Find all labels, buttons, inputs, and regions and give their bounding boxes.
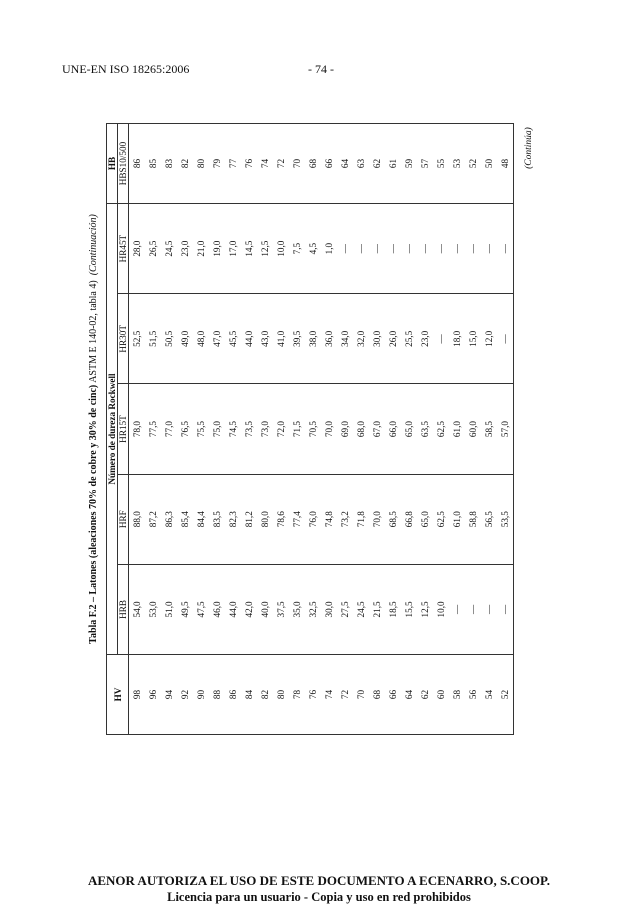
- table-cell: 46,0: [209, 564, 225, 654]
- table-cell: 43,0: [257, 294, 273, 384]
- table-cell: 78,6: [273, 474, 289, 564]
- table-row: [257, 124, 273, 735]
- table-cell: 21,5: [369, 564, 385, 654]
- table-row: [465, 124, 481, 735]
- caption-title: Tabla F.2 – Latones (aleaciones 70% de cobre y 30% de cinc): [88, 384, 99, 644]
- table-cell: 54,0: [129, 564, 146, 654]
- table-cell: —: [337, 204, 353, 294]
- table-cell: 83,5: [209, 474, 225, 564]
- table-cell: 66: [321, 124, 337, 204]
- table-cell: 23,0: [417, 294, 433, 384]
- table-cell: 54: [481, 655, 497, 735]
- table-cell: 86,3: [161, 474, 177, 564]
- table-cell: 74: [321, 655, 337, 735]
- table-cell: 82: [177, 124, 193, 204]
- table-cell: 65,0: [401, 384, 417, 474]
- table-cell: 66,0: [385, 384, 401, 474]
- table-cell: 55: [433, 124, 449, 204]
- table-cell: 32,5: [305, 564, 321, 654]
- table-cell: 56,5: [481, 474, 497, 564]
- table-cell: 18,0: [449, 294, 465, 384]
- table-cell: —: [433, 204, 449, 294]
- table-cell: —: [481, 564, 497, 654]
- standard-code: UNE-EN ISO 18265:2006: [62, 62, 190, 76]
- table-cell: 32,0: [353, 294, 369, 384]
- table-cell: 52: [465, 124, 481, 204]
- table-cell: 82,3: [225, 474, 241, 564]
- table-cell: 24,5: [353, 564, 369, 654]
- table-cell: 39,5: [289, 294, 305, 384]
- table-cell: 15,0: [465, 294, 481, 384]
- table-cell: 90: [193, 655, 209, 735]
- table-cell: —: [497, 294, 514, 384]
- table-row: [273, 124, 289, 735]
- table-cell: 12,5: [417, 564, 433, 654]
- table-cell: 74: [257, 124, 273, 204]
- header-hrb: HRB: [118, 564, 129, 654]
- table-cell: —: [433, 294, 449, 384]
- table-cell: 76,5: [177, 384, 193, 474]
- table-cell: 25,5: [401, 294, 417, 384]
- table-cell: 10,0: [273, 204, 289, 294]
- table-cell: 68,0: [353, 384, 369, 474]
- table-cell: —: [449, 204, 465, 294]
- table-cell: 14,5: [241, 204, 257, 294]
- table-cell: 75,0: [209, 384, 225, 474]
- table-cell: —: [465, 204, 481, 294]
- table-cell: —: [481, 204, 497, 294]
- table-cell: 68: [305, 124, 321, 204]
- table-cell: 77,5: [145, 384, 161, 474]
- table-cell: —: [449, 564, 465, 654]
- table-cell: 18,5: [385, 564, 401, 654]
- table-cell: 59: [401, 124, 417, 204]
- table-cell: 82: [257, 655, 273, 735]
- table-cell: 35,0: [289, 564, 305, 654]
- table-row: [161, 124, 177, 735]
- table-cell: 51,5: [145, 294, 161, 384]
- header-hb: HB: [107, 124, 118, 204]
- table-row: [241, 124, 257, 735]
- table-cell: 64: [401, 655, 417, 735]
- table-cell: 76: [305, 655, 321, 735]
- table-cell: 75,5: [193, 384, 209, 474]
- table-cell: 70: [289, 124, 305, 204]
- table-cell: 36,0: [321, 294, 337, 384]
- table-row: [289, 124, 305, 735]
- table-cell: 70: [353, 655, 369, 735]
- table-cell: —: [369, 204, 385, 294]
- table-row: [353, 124, 369, 735]
- table-cell: —: [497, 564, 514, 654]
- table-cell: 51,0: [161, 564, 177, 654]
- table-cell: 37,5: [273, 564, 289, 654]
- table-cell: 66,8: [401, 474, 417, 564]
- table-cell: 61: [385, 124, 401, 204]
- table-cell: 28,0: [129, 204, 146, 294]
- table-cell: 78,0: [129, 384, 146, 474]
- table-cell: 21,0: [193, 204, 209, 294]
- table-cell: 73,5: [241, 384, 257, 474]
- table-row: [145, 124, 161, 735]
- table-cell: 56: [465, 655, 481, 735]
- table-cell: 77,4: [289, 474, 305, 564]
- table-cell: —: [401, 204, 417, 294]
- table-cell: 49,5: [177, 564, 193, 654]
- table-cell: 80: [193, 124, 209, 204]
- table-cell: 72,0: [273, 384, 289, 474]
- header-hr45t: HR45T: [118, 204, 129, 294]
- table-cell: —: [385, 204, 401, 294]
- table-cell: —: [353, 204, 369, 294]
- license-notice: AENOR AUTORIZA EL USO DE ESTE DOCUMENTO A ECENARRO, S.COOP.: [87, 873, 551, 888]
- table-cell: 30,0: [369, 294, 385, 384]
- table-cell: 19,0: [209, 204, 225, 294]
- table-cell: 86: [225, 655, 241, 735]
- table-cell: 40,0: [257, 564, 273, 654]
- caption-continuation: (Continuación): [88, 214, 99, 276]
- table-cell: 50,5: [161, 294, 177, 384]
- continua-note: [522, 128, 536, 168]
- table-cell: 78: [289, 655, 305, 735]
- table-cell: 24,5: [161, 204, 177, 294]
- table-cell: 44,0: [225, 564, 241, 654]
- table-cell: 80,0: [257, 474, 273, 564]
- table-cell: 96: [145, 655, 161, 735]
- table-cell: 45,5: [225, 294, 241, 384]
- table-cell: 60,0: [465, 384, 481, 474]
- table-row: [497, 124, 514, 735]
- table-cell: 77: [225, 124, 241, 204]
- table-cell: 84,4: [193, 474, 209, 564]
- table-cell: 1,0: [321, 204, 337, 294]
- table-row: [417, 124, 433, 735]
- table-cell: 67,0: [369, 384, 385, 474]
- table-cell: 58,5: [481, 384, 497, 474]
- table-cell: 52: [497, 655, 514, 735]
- table-row: [337, 124, 353, 735]
- table-caption: [86, 123, 102, 735]
- table-cell: 61,0: [449, 384, 465, 474]
- header-hr30t: HR30T: [118, 294, 129, 384]
- table-cell: 74,5: [225, 384, 241, 474]
- table-cell: 70,5: [305, 384, 321, 474]
- rotated-table-block: [86, 123, 514, 735]
- table-cell: 41,0: [273, 294, 289, 384]
- table-cell: 72: [337, 655, 353, 735]
- table-cell: 42,0: [241, 564, 257, 654]
- table-cell: 60: [433, 655, 449, 735]
- table-cell: 77,0: [161, 384, 177, 474]
- table-row: [305, 124, 321, 735]
- table-cell: 64: [337, 124, 353, 204]
- table-cell: 61,0: [449, 474, 465, 564]
- table-cell: 30,0: [321, 564, 337, 654]
- table-cell: 79: [209, 124, 225, 204]
- table-body: [129, 124, 514, 735]
- table-cell: 26,0: [385, 294, 401, 384]
- header-rockwell-group: Número de dureza Rockwell: [107, 204, 118, 655]
- header-hrf: HRF: [118, 474, 129, 564]
- table-cell: 12,0: [481, 294, 497, 384]
- table-cell: —: [465, 564, 481, 654]
- table-cell: 86: [129, 124, 146, 204]
- table-cell: 15,5: [401, 564, 417, 654]
- continua-text: (Continúa): [524, 127, 534, 169]
- table-cell: 57: [417, 124, 433, 204]
- table-cell: 58: [449, 655, 465, 735]
- table-cell: 48,0: [193, 294, 209, 384]
- table-cell: 68: [369, 655, 385, 735]
- table-cell: 27,5: [337, 564, 353, 654]
- table-cell: 12,5: [257, 204, 273, 294]
- table-cell: 71,5: [289, 384, 305, 474]
- table-cell: 23,0: [177, 204, 193, 294]
- table-cell: 71,8: [353, 474, 369, 564]
- table-row: [177, 124, 193, 735]
- table-cell: 57,0: [497, 384, 514, 474]
- table-row: [225, 124, 241, 735]
- table-cell: 69,0: [337, 384, 353, 474]
- table-row: [129, 124, 146, 735]
- header-hbs: HBS10/500: [118, 124, 129, 204]
- table-cell: 47,5: [193, 564, 209, 654]
- table-cell: 88: [209, 655, 225, 735]
- table-cell: 72: [273, 124, 289, 204]
- table-cell: 34,0: [337, 294, 353, 384]
- table-cell: 53: [449, 124, 465, 204]
- table-cell: 81,2: [241, 474, 257, 564]
- table-cell: 92: [177, 655, 193, 735]
- table-cell: 76: [241, 124, 257, 204]
- table-cell: 66: [385, 655, 401, 735]
- table-cell: 53,0: [145, 564, 161, 654]
- table-cell: 63: [353, 124, 369, 204]
- table-cell: 62,5: [433, 474, 449, 564]
- header-hv: HV: [107, 655, 129, 735]
- table-cell: 87,2: [145, 474, 161, 564]
- table-cell: 80: [273, 655, 289, 735]
- table-cell: 4,5: [305, 204, 321, 294]
- table-row: [401, 124, 417, 735]
- table-cell: 65,0: [417, 474, 433, 564]
- table-row: [385, 124, 401, 735]
- table-cell: 48: [497, 124, 514, 204]
- table-row: [481, 124, 497, 735]
- table-cell: 10,0: [433, 564, 449, 654]
- table-cell: 73,2: [337, 474, 353, 564]
- table-cell: 62: [417, 655, 433, 735]
- table-cell: 83: [161, 124, 177, 204]
- page-number: - 74 -: [308, 62, 334, 76]
- table-cell: 85: [145, 124, 161, 204]
- table-row: [193, 124, 209, 735]
- caption-source: ASTM E 140-02, tabla 4): [88, 280, 99, 385]
- table-cell: 68,5: [385, 474, 401, 564]
- table-cell: 17,0: [225, 204, 241, 294]
- table-cell: 74,8: [321, 474, 337, 564]
- header-hr15t: HR15T: [118, 384, 129, 474]
- table-cell: 84: [241, 655, 257, 735]
- table-cell: 53,5: [497, 474, 514, 564]
- table-row: [321, 124, 337, 735]
- table-cell: 50: [481, 124, 497, 204]
- table-cell: 26,5: [145, 204, 161, 294]
- table-cell: 85,4: [177, 474, 193, 564]
- table-cell: 52,5: [129, 294, 146, 384]
- table-row: [369, 124, 385, 735]
- table-cell: 7,5: [289, 204, 305, 294]
- table-cell: 58,8: [465, 474, 481, 564]
- table-cell: 63,5: [417, 384, 433, 474]
- table-cell: 70,0: [369, 474, 385, 564]
- table-cell: 70,0: [321, 384, 337, 474]
- table-cell: 98: [129, 655, 146, 735]
- table-cell: 88,0: [129, 474, 146, 564]
- table-cell: 49,0: [177, 294, 193, 384]
- table-cell: 62: [369, 124, 385, 204]
- table-cell: 62,5: [433, 384, 449, 474]
- table-cell: 73,0: [257, 384, 273, 474]
- hardness-table: [106, 123, 514, 735]
- table-cell: 47,0: [209, 294, 225, 384]
- table-row: [449, 124, 465, 735]
- table-row: [209, 124, 225, 735]
- table-cell: 38,0: [305, 294, 321, 384]
- license-subnotice: Licencia para un usuario - Copia y uso en red prohibidos: [167, 890, 471, 904]
- table-row: [433, 124, 449, 735]
- table-cell: —: [497, 204, 514, 294]
- table-cell: —: [417, 204, 433, 294]
- table-cell: 94: [161, 655, 177, 735]
- table-cell: 44,0: [241, 294, 257, 384]
- table-cell: 76,0: [305, 474, 321, 564]
